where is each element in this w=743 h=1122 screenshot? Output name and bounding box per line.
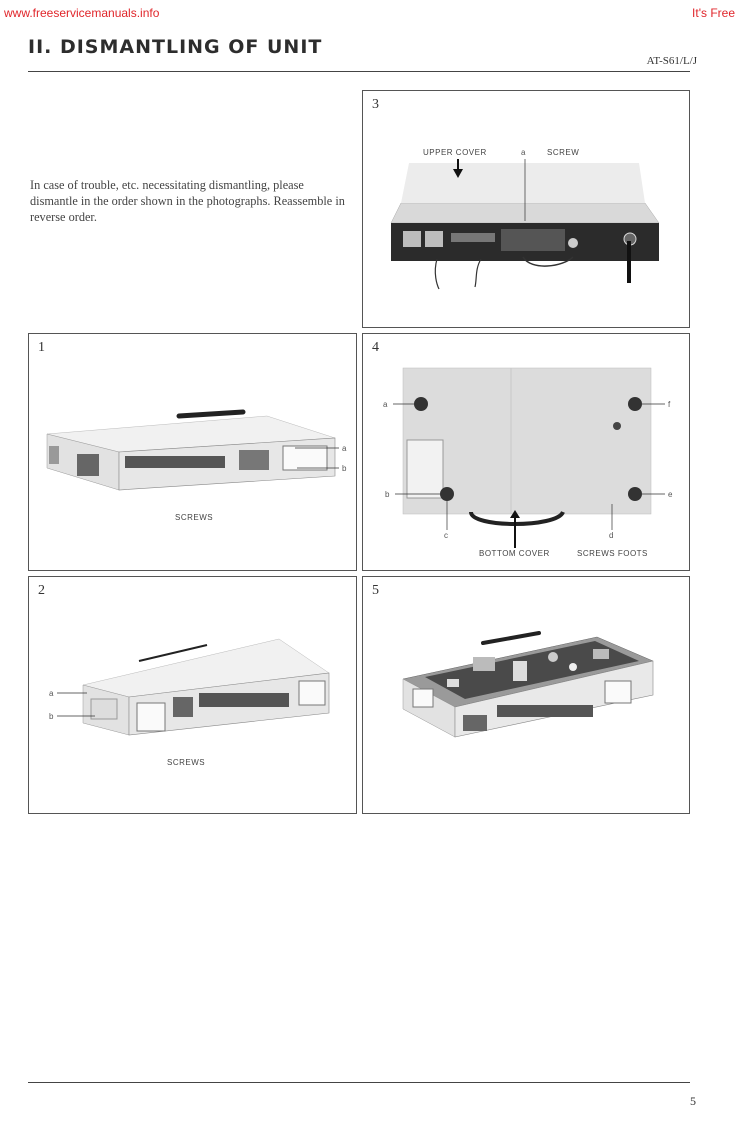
photo-panel-3	[362, 90, 690, 328]
screws-foots-label: SCREWS FOOTS	[577, 549, 648, 558]
label-c: c	[444, 531, 448, 540]
panel-number: 5	[372, 583, 379, 598]
label-a: a	[49, 689, 54, 698]
label-a: a	[342, 444, 347, 453]
upper-cover-label: UPPER COVER	[423, 148, 487, 157]
label-e: e	[668, 490, 673, 499]
label-d: d	[609, 531, 614, 540]
photo-panel-2	[28, 576, 357, 814]
screw-icon	[414, 397, 428, 411]
model-number: AT-S61/L/J	[646, 55, 697, 67]
free-link[interactable]: It's Free	[692, 6, 735, 20]
screw-icon	[628, 487, 642, 501]
screw-icon	[440, 487, 454, 501]
intro-paragraph: In case of trouble, etc. necessitating dismantling, please dismantle in the order shown in the photographs. Reassemble in reverse order.	[30, 178, 345, 224]
rear-view-photo	[363, 91, 690, 328]
section-title: II. DISMANTLING OF UNIT	[28, 36, 323, 58]
bottom-cover-label: BOTTOM COVER	[479, 549, 550, 558]
front-view-photo	[29, 577, 357, 814]
label-b: b	[385, 490, 390, 499]
panel-number: 3	[372, 97, 379, 112]
photo-panel-1	[28, 333, 357, 571]
screws-caption: SCREWS	[175, 513, 214, 522]
footer-rule	[28, 1082, 690, 1083]
label-f: f	[668, 400, 671, 409]
panel-number: 1	[38, 340, 45, 355]
page-number: 5	[690, 1094, 696, 1108]
photo-panel-4	[362, 333, 690, 571]
bottom-view-photo	[363, 334, 690, 571]
label-a: a	[521, 148, 526, 157]
label-b: b	[342, 464, 347, 473]
header-rule	[28, 71, 690, 72]
panel-number: 2	[38, 583, 45, 598]
screw-label: SCREW	[547, 148, 580, 157]
site-link[interactable]: www.freeservicemanuals.info	[4, 6, 160, 20]
label-b: b	[49, 712, 54, 721]
screw-icon	[628, 397, 642, 411]
front-view-photo	[29, 334, 357, 571]
internal-view-photo	[363, 577, 690, 814]
screws-caption: SCREWS	[167, 758, 206, 767]
photo-panel-5	[362, 576, 690, 814]
panel-number: 4	[372, 340, 379, 355]
label-a: a	[383, 400, 388, 409]
